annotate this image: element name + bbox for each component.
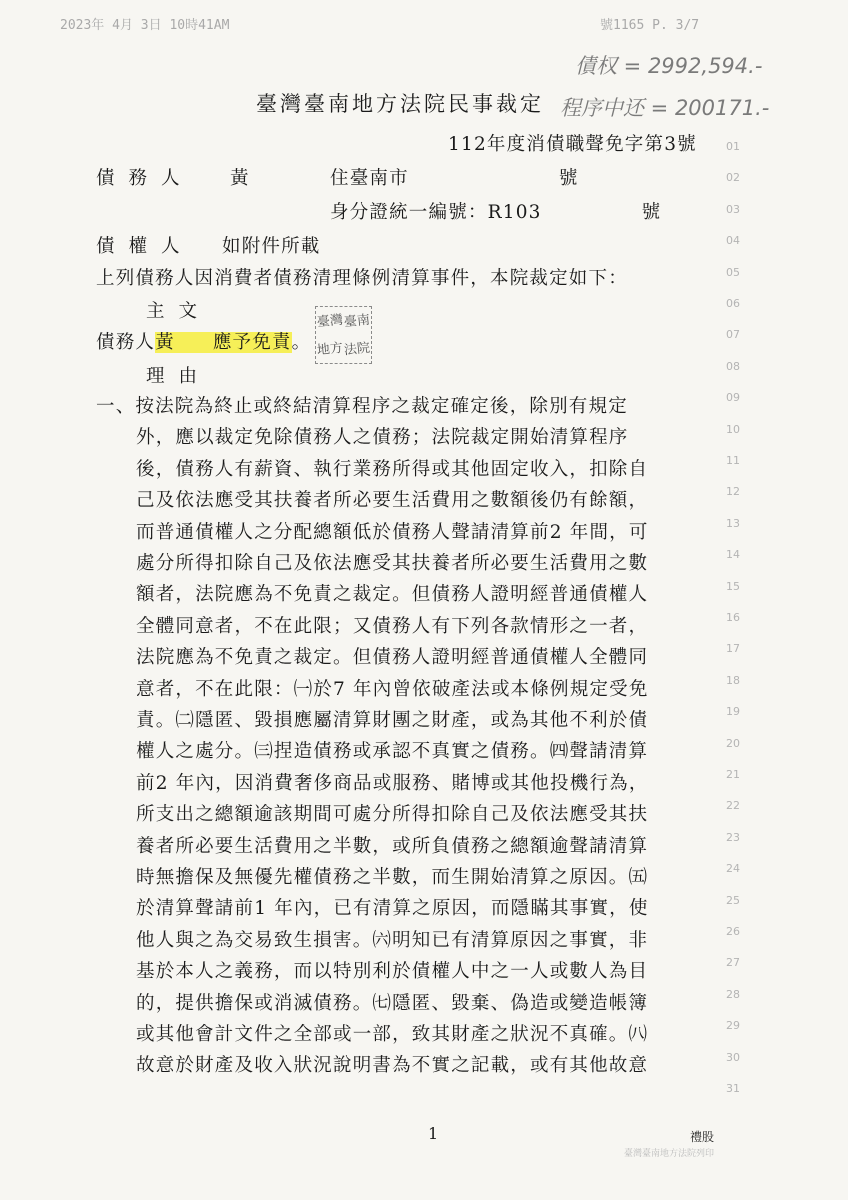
body-line: 一、按法院為終止或終結清算程序之裁定確定後，除別有規定 bbox=[96, 396, 628, 417]
line-number: 23 bbox=[726, 830, 740, 844]
main-text-heading: 主文 bbox=[146, 301, 212, 322]
ruling-prefix: 債務人 bbox=[96, 332, 156, 353]
body-line: 法院應為不免責之裁定。但債務人證明經普通債權人全體同 bbox=[136, 647, 649, 669]
seal-char: 地方 bbox=[316, 340, 344, 358]
id-label: 身分證統一編號：R103 bbox=[330, 202, 542, 223]
debtor-address bbox=[330, 164, 579, 190]
line-number: 22 bbox=[726, 799, 740, 813]
intro-sentence: 上列債務人因消費者債務清理條例清算事件，本院裁定如下： bbox=[96, 268, 628, 289]
body-line: 前2 年內，因消費奢侈商品或服務、賭博或其他投機行為， bbox=[136, 772, 649, 794]
print-footer: 臺灣臺南地方法院列印 bbox=[624, 1149, 715, 1159]
page-number: 1 bbox=[428, 1124, 439, 1143]
body-line: 額者，法院應為不免責之裁定。但債務人證明經普通債權人 bbox=[136, 584, 649, 606]
court-seal-stamp bbox=[315, 306, 372, 364]
ruling-debtor-name: 黃 bbox=[155, 332, 175, 353]
line-number: 06 bbox=[726, 297, 740, 310]
redaction-block bbox=[175, 332, 213, 353]
body-line: 養者所必要生活費用之半數，或所負債務之總額逾聲請清算 bbox=[136, 835, 649, 857]
line-number: 21 bbox=[726, 768, 740, 781]
body-line: 權人之處分。㈢捏造債務或承認不真實之債務。㈣聲請清算 bbox=[136, 741, 649, 763]
line-number: 19 bbox=[726, 705, 740, 719]
body-line: 的，提供擔保或消滅債務。㈦隱匿、毀棄、偽造或變造帳簿 bbox=[136, 992, 649, 1014]
debtor-id bbox=[330, 198, 661, 224]
body-line: 己及依法應受其扶養者所必要生活費用之數額後仍有餘額， bbox=[136, 490, 649, 512]
reason-heading: 理由 bbox=[146, 366, 212, 387]
line-number: 02 bbox=[726, 171, 740, 185]
body-line: 故意於財產及收入狀況說明書為不實之記載，或有其他故意 bbox=[136, 1055, 649, 1077]
line-number: 05 bbox=[726, 265, 740, 279]
fax-timestamp: 2023年 4月 3日 10時41AM bbox=[60, 18, 230, 33]
debtor-label: 債務人 bbox=[96, 168, 194, 189]
line-number: 03 bbox=[726, 202, 740, 216]
line-number: 24 bbox=[726, 862, 740, 876]
fax-page-stamp: 號1165 P. 3/7 bbox=[600, 18, 700, 33]
body-line: 所支出之總額逾該期間可處分所得扣除自己及依法應受其扶 bbox=[136, 804, 649, 826]
line-number: 16 bbox=[726, 611, 740, 624]
line-number: 14 bbox=[726, 548, 740, 562]
debtor-name: 黃 bbox=[230, 168, 250, 189]
body-line: 或其他會計文件之全部或一部，致其財產之狀況不真確。㈧ bbox=[136, 1024, 649, 1045]
body-line: 時無擔保及無優先權債務之半數，而生開始清算之原因。㈤ bbox=[136, 867, 649, 888]
line-number: 08 bbox=[726, 359, 740, 373]
line-number: 17 bbox=[726, 642, 740, 656]
line-number: 11 bbox=[726, 454, 740, 467]
line-number: 28 bbox=[726, 987, 740, 1001]
creditor-label: 債權人 bbox=[96, 236, 194, 257]
ruling-discharge-text: 應予免責 bbox=[212, 332, 292, 353]
document-title: 臺灣臺南地方法院民事裁定 bbox=[256, 92, 544, 116]
body-line: 外，應以裁定免除債務人之債務；法院裁定開始清算程序 bbox=[136, 427, 629, 449]
line-number: 29 bbox=[726, 1019, 740, 1033]
line-number: 13 bbox=[726, 516, 740, 530]
line-number: 04 bbox=[726, 234, 740, 248]
line-number: 20 bbox=[726, 736, 740, 750]
line-number: 01 bbox=[726, 140, 740, 153]
body-line: 處分所得扣除自己及依法應受其扶養者所必要生活費用之數 bbox=[136, 553, 649, 574]
line-number: 31 bbox=[726, 1082, 740, 1095]
body-line: 後，債務人有薪資、執行業務所得或其他固定收入，扣除自 bbox=[136, 458, 649, 480]
address-suffix: 號 bbox=[558, 168, 579, 189]
address-prefix: 住臺南市 bbox=[330, 168, 409, 189]
line-number: 26 bbox=[726, 925, 740, 938]
division-label: 禮股 bbox=[690, 1130, 715, 1144]
creditor-value: 如附件所載 bbox=[222, 236, 321, 257]
case-number: 112年度消債職聲免字第3號 bbox=[448, 134, 697, 155]
ruling-highlight bbox=[155, 332, 292, 353]
seal-char: 臺灣 bbox=[316, 312, 344, 330]
line-number: 27 bbox=[726, 956, 740, 970]
ruling-end: 。 bbox=[291, 332, 312, 353]
body-line: 他人與之為交易致生損害。㈥明知已有清算原因之事實，非 bbox=[136, 929, 649, 951]
handwritten-note-claims: 債权 = 2992,594.- bbox=[575, 54, 763, 78]
redaction-block bbox=[542, 202, 642, 223]
handwritten-note-procedure: 程序中还 = 200171.- bbox=[560, 96, 770, 120]
line-number: 25 bbox=[726, 893, 740, 907]
ruling-line bbox=[96, 328, 311, 354]
line-number: 12 bbox=[726, 485, 740, 499]
seal-char: 法院 bbox=[343, 340, 371, 358]
body-line: 而普通債權人之分配總額低於債務人聲請清算前2 年間，可 bbox=[136, 521, 649, 543]
line-number: 09 bbox=[726, 391, 740, 405]
seal-char: 臺南 bbox=[343, 312, 371, 330]
line-number: 07 bbox=[726, 328, 740, 342]
line-number: 18 bbox=[726, 673, 740, 687]
id-suffix: 號 bbox=[641, 202, 662, 223]
body-line: 全體同意者，不在此限；又債務人有下列各款情形之一者， bbox=[136, 615, 649, 637]
line-number: 10 bbox=[726, 422, 740, 436]
line-number: 30 bbox=[726, 1050, 740, 1064]
line-number: 15 bbox=[726, 579, 740, 593]
body-line: 意者，不在此限：㈠於7 年內曾依破產法或本條例規定受免 bbox=[136, 678, 649, 700]
body-line: 基於本人之義務，而以特別利於債權人中之一人或數人為目 bbox=[136, 961, 649, 983]
body-line: 於清算聲請前1 年內，已有清算之原因，而隱瞞其事實，使 bbox=[136, 898, 649, 920]
body-line: 責。㈡隱匿、毀損應屬清算財團之財產，或為其他不利於債 bbox=[136, 710, 649, 731]
redaction-block bbox=[409, 168, 559, 189]
